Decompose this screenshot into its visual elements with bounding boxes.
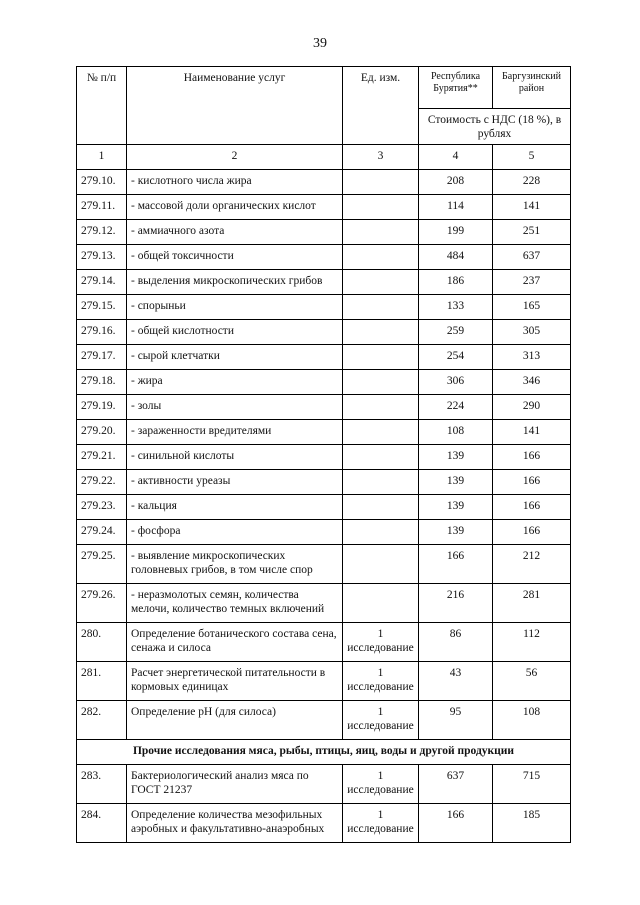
row-unit xyxy=(343,545,419,584)
header-name: Наименование услуг xyxy=(127,67,343,145)
row-number: 279.20. xyxy=(77,420,127,445)
row-price-barguzin: 237 xyxy=(493,270,571,295)
row-price-buryatia: 139 xyxy=(419,495,493,520)
row-name: - общей кислотности xyxy=(127,320,343,345)
table-row xyxy=(77,701,571,740)
row-price-buryatia: 199 xyxy=(419,220,493,245)
row-price-barguzin: 185 xyxy=(493,804,571,843)
row-number: 279.22. xyxy=(77,470,127,495)
row-number: 279.21. xyxy=(77,445,127,470)
table-row xyxy=(77,395,571,420)
table-row xyxy=(77,345,571,370)
row-unit: 1 исследование xyxy=(343,662,419,701)
table-row xyxy=(77,170,571,195)
row-price-barguzin: 112 xyxy=(493,623,571,662)
row-number: 279.13. xyxy=(77,245,127,270)
row-name: - активности уреазы xyxy=(127,470,343,495)
column-number: 3 xyxy=(343,145,419,170)
row-price-buryatia: 43 xyxy=(419,662,493,701)
table-row xyxy=(77,545,571,584)
row-price-barguzin: 290 xyxy=(493,395,571,420)
row-name: Бактериологический анализ мяса по ГОСТ 21237 xyxy=(127,765,343,804)
row-unit: 1 исследование xyxy=(343,623,419,662)
row-price-buryatia: 139 xyxy=(419,470,493,495)
row-number: 279.25. xyxy=(77,545,127,584)
row-name: - кальция xyxy=(127,495,343,520)
row-price-buryatia: 95 xyxy=(419,701,493,740)
row-unit: 1 исследование xyxy=(343,804,419,843)
row-price-barguzin: 637 xyxy=(493,245,571,270)
row-number: 281. xyxy=(77,662,127,701)
table-row xyxy=(77,623,571,662)
table-row xyxy=(77,320,571,345)
row-number: 283. xyxy=(77,765,127,804)
row-number: 279.16. xyxy=(77,320,127,345)
header-region-buryatia: Республика Бурятия** xyxy=(419,67,493,109)
column-numbers-row xyxy=(77,145,571,170)
table-row xyxy=(77,445,571,470)
row-price-barguzin: 56 xyxy=(493,662,571,701)
row-unit xyxy=(343,495,419,520)
table-row xyxy=(77,245,571,270)
row-name: Определение количества мезофильных аэробных и факультативно-анаэробных xyxy=(127,804,343,843)
row-price-buryatia: 133 xyxy=(419,295,493,320)
row-number: 279.23. xyxy=(77,495,127,520)
row-price-buryatia: 208 xyxy=(419,170,493,195)
row-name: - синильной кислоты xyxy=(127,445,343,470)
row-unit xyxy=(343,220,419,245)
row-unit xyxy=(343,195,419,220)
row-number: 279.17. xyxy=(77,345,127,370)
row-number: 284. xyxy=(77,804,127,843)
row-number: 279.18. xyxy=(77,370,127,395)
table-row xyxy=(77,420,571,445)
row-unit xyxy=(343,345,419,370)
row-unit xyxy=(343,395,419,420)
row-name: - неразмолотых семян, количества мелочи, количество темных включений xyxy=(127,584,343,623)
header-cost: Стоимость с НДС (18 %), в рублях xyxy=(419,109,571,145)
header-unit: Ед. изм. xyxy=(343,67,419,145)
row-price-barguzin: 346 xyxy=(493,370,571,395)
row-price-barguzin: 305 xyxy=(493,320,571,345)
row-name: Расчет энергетической питательности в кормовых единицах xyxy=(127,662,343,701)
header-region-barguzin: Баргузинский район xyxy=(493,67,571,109)
row-unit xyxy=(343,420,419,445)
row-name: - выделения микроскопических грибов xyxy=(127,270,343,295)
row-number: 279.11. xyxy=(77,195,127,220)
row-price-barguzin: 313 xyxy=(493,345,571,370)
column-number: 2 xyxy=(127,145,343,170)
table-row xyxy=(77,370,571,395)
table-row xyxy=(77,662,571,701)
row-name: Определение pH (для силоса) xyxy=(127,701,343,740)
row-price-buryatia: 637 xyxy=(419,765,493,804)
row-price-buryatia: 254 xyxy=(419,345,493,370)
row-number: 279.26. xyxy=(77,584,127,623)
row-name: - фосфора xyxy=(127,520,343,545)
row-price-buryatia: 114 xyxy=(419,195,493,220)
table-row xyxy=(77,470,571,495)
column-number: 5 xyxy=(493,145,571,170)
row-name: - зараженности вредителями xyxy=(127,420,343,445)
section-row xyxy=(77,740,571,765)
table-row xyxy=(77,804,571,843)
row-unit xyxy=(343,270,419,295)
row-price-barguzin: 251 xyxy=(493,220,571,245)
row-price-barguzin: 166 xyxy=(493,445,571,470)
section-title: Прочие исследования мяса, рыбы, птицы, яиц, воды и другой продукции xyxy=(77,740,571,765)
row-price-buryatia: 166 xyxy=(419,804,493,843)
row-number: 279.24. xyxy=(77,520,127,545)
table-row xyxy=(77,195,571,220)
row-unit xyxy=(343,320,419,345)
row-number: 279.12. xyxy=(77,220,127,245)
table-row xyxy=(77,220,571,245)
row-price-barguzin: 715 xyxy=(493,765,571,804)
row-unit xyxy=(343,520,419,545)
header-row xyxy=(77,67,571,109)
page-number: 39 xyxy=(313,36,327,51)
row-price-barguzin: 165 xyxy=(493,295,571,320)
row-name: - золы xyxy=(127,395,343,420)
row-name: - выявление микроскопических головневых грибов, в том числе спор xyxy=(127,545,343,584)
row-name: - жира xyxy=(127,370,343,395)
row-price-buryatia: 108 xyxy=(419,420,493,445)
table-row xyxy=(77,520,571,545)
row-price-barguzin: 108 xyxy=(493,701,571,740)
table-row xyxy=(77,270,571,295)
header-num: № п/п xyxy=(77,67,127,145)
row-number: 279.15. xyxy=(77,295,127,320)
row-price-buryatia: 139 xyxy=(419,445,493,470)
row-name: - сырой клетчатки xyxy=(127,345,343,370)
row-price-barguzin: 166 xyxy=(493,495,571,520)
row-number: 280. xyxy=(77,623,127,662)
row-price-buryatia: 186 xyxy=(419,270,493,295)
row-price-barguzin: 212 xyxy=(493,545,571,584)
row-name: - массовой доли органических кислот xyxy=(127,195,343,220)
row-unit xyxy=(343,470,419,495)
row-unit xyxy=(343,370,419,395)
row-price-buryatia: 224 xyxy=(419,395,493,420)
row-price-buryatia: 484 xyxy=(419,245,493,270)
row-unit: 1 исследование xyxy=(343,701,419,740)
column-number: 1 xyxy=(77,145,127,170)
row-number: 282. xyxy=(77,701,127,740)
row-number: 279.19. xyxy=(77,395,127,420)
row-price-buryatia: 86 xyxy=(419,623,493,662)
table-row xyxy=(77,765,571,804)
table-row xyxy=(77,295,571,320)
row-unit xyxy=(343,445,419,470)
row-number: 279.14. xyxy=(77,270,127,295)
table-row xyxy=(77,495,571,520)
row-name: - общей токсичности xyxy=(127,245,343,270)
row-unit xyxy=(343,584,419,623)
row-price-buryatia: 306 xyxy=(419,370,493,395)
row-price-barguzin: 166 xyxy=(493,520,571,545)
row-price-buryatia: 139 xyxy=(419,520,493,545)
price-table xyxy=(76,66,571,843)
column-number: 4 xyxy=(419,145,493,170)
row-price-barguzin: 228 xyxy=(493,170,571,195)
row-price-barguzin: 141 xyxy=(493,420,571,445)
row-price-buryatia: 216 xyxy=(419,584,493,623)
row-unit xyxy=(343,245,419,270)
row-name: - аммиачного азота xyxy=(127,220,343,245)
row-number: 279.10. xyxy=(77,170,127,195)
row-price-barguzin: 141 xyxy=(493,195,571,220)
row-unit xyxy=(343,295,419,320)
table-row xyxy=(77,584,571,623)
row-price-barguzin: 281 xyxy=(493,584,571,623)
row-name: Определение ботанического состава сена, сенажа и силоса xyxy=(127,623,343,662)
row-price-barguzin: 166 xyxy=(493,470,571,495)
row-unit xyxy=(343,170,419,195)
row-name: - кислотного числа жира xyxy=(127,170,343,195)
row-price-buryatia: 259 xyxy=(419,320,493,345)
row-unit: 1 исследование xyxy=(343,765,419,804)
row-price-buryatia: 166 xyxy=(419,545,493,584)
row-name: - спорыньи xyxy=(127,295,343,320)
